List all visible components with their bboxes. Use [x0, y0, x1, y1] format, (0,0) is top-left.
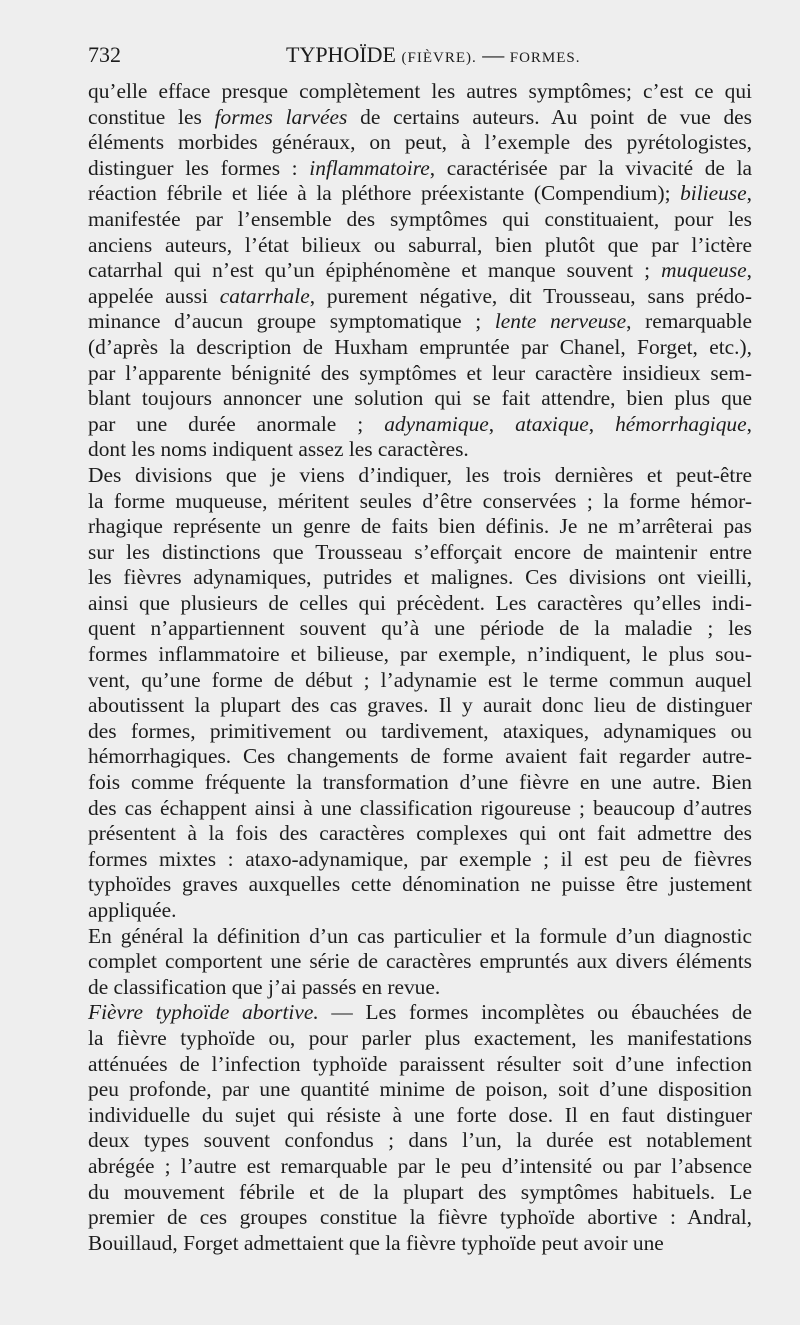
italic-text: catarrhale — [219, 283, 310, 308]
text-run: En général la définition d’un cas particulier et la formule d’un diagnostic — [88, 923, 752, 948]
text-line — [88, 463, 752, 489]
text-run: sur les distinctions que Trousseau s’efforçait encore de maintenir entre — [88, 539, 752, 564]
text-run: atténuées de l’infection typhoïde paraissent résulter soit d’une infection — [88, 1051, 752, 1076]
text-run: typhoïdes graves auxquelles cette dénomination ne puisse être justement — [88, 872, 752, 897]
text-line — [88, 744, 752, 770]
text-line — [88, 1077, 752, 1103]
text-run: formes inflammatoire et bilieuse, par exemple, n’indiquent, le plus sou- — [88, 642, 752, 667]
text-run: par une durée anormale ; — [88, 411, 385, 436]
page-header — [88, 42, 752, 72]
text-line — [88, 309, 752, 335]
text-run: du mouvement fébrile et de la plupart des symptômes habituels. Le — [88, 1179, 752, 1204]
text-run: (d’après la description de Huxham empruntée par Chanel, Forget, etc.), — [88, 334, 752, 359]
text-run: individuelle du sujet qui résiste à une forte dose. Il en faut distinguer — [88, 1102, 752, 1127]
text-line — [88, 130, 752, 156]
text-line — [88, 847, 752, 873]
text-line — [88, 898, 752, 924]
text-run: vent, qu’une forme de début ; l’adynamie est le terme commun auquel — [88, 667, 752, 692]
text-run: anciens auteurs, l’état bilieux ou saburral, bien plutôt que par l’ictère — [88, 232, 752, 257]
text-run: formes mixtes : ataxo-adynamique, par exemple ; il est peu de fièvres — [88, 846, 752, 871]
text-line — [88, 181, 752, 207]
text-line — [88, 156, 752, 182]
text-run: hémorrhagiques. Ces changements de forme avaient fait regarder autre- — [88, 744, 752, 769]
text-line — [88, 668, 752, 694]
text-line — [88, 770, 752, 796]
text-run: minance d’aucun groupe symptomatique ; — [88, 309, 495, 334]
text-line — [88, 105, 752, 131]
text-run: réaction fébrile et liée à la pléthore préexistante (Compendium); — [88, 181, 681, 206]
text-line — [88, 284, 752, 310]
text-line — [88, 949, 752, 975]
text-line — [88, 719, 752, 745]
text-run: , — [746, 258, 752, 283]
running-head-section: FORMES. — [509, 50, 581, 66]
text-line — [88, 924, 752, 950]
text-run: manifestée par l’ensemble des symptômes qui constituaient, pour les — [88, 206, 752, 231]
text-run: catarrhal qui n’est qu’un épiphénomène et manque souvent ; — [88, 258, 662, 283]
text-line — [88, 1154, 752, 1180]
text-line — [88, 361, 752, 387]
running-head — [286, 42, 581, 68]
text-line — [88, 514, 752, 540]
text-run: rhagique représente un genre de faits bien définis. Je ne m’arrêterai pas — [88, 514, 752, 539]
text-run: premier de ces groupes constitue la fièvre typhoïde abortive : Andral, — [88, 1205, 752, 1230]
text-line — [88, 565, 752, 591]
text-line — [88, 79, 752, 105]
text-line — [88, 616, 752, 642]
text-line — [88, 1128, 752, 1154]
body-text — [88, 79, 752, 1256]
italic-text: muqueuse — [661, 258, 747, 283]
text-run: appelée aussi — [88, 283, 220, 308]
text-run: , caractérisée par la vivacité de la — [429, 155, 753, 180]
text-run: blant toujours annoncer une solution qui se fait attendre, bien plus que — [88, 386, 752, 411]
text-line — [88, 1026, 752, 1052]
text-line — [88, 489, 752, 515]
text-line — [88, 1000, 752, 1026]
text-run: Bouillaud, Forget admettaient que la fièvre typhoïde peut avoir une — [88, 1230, 664, 1255]
text-run: , — [488, 411, 516, 436]
text-line — [88, 642, 752, 668]
text-line — [88, 1052, 752, 1078]
text-run: dont les noms indiquent assez les caractères. — [88, 437, 469, 462]
text-run: aboutissent la plupart des cas graves. Il y aurait donc lieu de distinguer — [88, 693, 752, 718]
text-run: deux types souvent confondus ; dans l’un, la durée est notablement — [88, 1128, 752, 1153]
text-run: quent n’appartiennent souvent qu’à une période de la maladie ; les — [88, 616, 752, 641]
text-line — [88, 1231, 752, 1257]
text-run: , — [588, 411, 616, 436]
text-run: les fièvres adynamiques, putrides et malignes. Ces divisions ont vieilli, — [88, 565, 752, 590]
italic-text: adynamique — [384, 411, 489, 436]
italic-text: formes larvées — [214, 104, 348, 129]
text-run: , remarquable — [626, 309, 753, 334]
text-run: fois comme fréquente la transformation d’une fièvre en une autre. Bien — [88, 770, 752, 795]
text-line — [88, 1180, 752, 1206]
text-run: la forme muqueuse, méritent seules d’être conservées ; la forme hémor- — [88, 488, 752, 513]
italic-text: inflammatoire — [309, 155, 430, 180]
text-line — [88, 412, 752, 438]
running-head-paren: (FIÈVRE). — [401, 50, 477, 66]
italic-text: lente nerveuse — [494, 309, 627, 334]
text-run: ainsi que plusieurs de celles qui précèdent. Les caractères qu’elles indi- — [88, 590, 752, 615]
text-run: abrégée ; l’autre est remarquable par le peu d’intensité ou par l’absence — [88, 1153, 752, 1178]
text-line — [88, 386, 752, 412]
text-run: la fièvre typhoïde ou, pour parler plus exactement, les manifestations — [88, 1025, 752, 1050]
italic-text: Fièvre typhoïde abortive. — [88, 1000, 319, 1025]
text-run: présentent à la fois des caractères complexes qui ont fait admettre des — [88, 821, 752, 846]
text-line — [88, 233, 752, 259]
italic-text: hémorrhagique — [615, 411, 747, 436]
text-line — [88, 1103, 752, 1129]
text-line — [88, 207, 752, 233]
running-head-title: TYPHOÏDE — [286, 42, 396, 67]
text-run: qu’elle efface presque complètement les autres symptômes; c’est ce qui — [88, 79, 752, 103]
italic-text: bilieuse — [680, 181, 747, 206]
text-run: appliquée. — [88, 898, 177, 922]
text-run: complet comportent une série de caractères empruntés aux divers éléments — [88, 949, 752, 974]
text-line — [88, 540, 752, 566]
text-run: Des divisions que je viens d’indiquer, les trois dernières et peut-être — [88, 462, 752, 487]
text-run: , — [746, 411, 752, 436]
text-run: des cas échappent ainsi à une classification rigoureuse ; beaucoup d’autres — [88, 795, 752, 820]
text-run: , — [746, 181, 752, 206]
text-run: , purement négative, dit Trousseau, sans prédo- — [309, 283, 752, 308]
text-line — [88, 796, 752, 822]
running-head-dash: — — [482, 42, 505, 67]
italic-text: ataxique — [515, 411, 589, 436]
text-run: — Les formes incomplètes ou ébauchées de — [318, 1000, 752, 1025]
text-line — [88, 821, 752, 847]
text-run: des formes, primitivement ou tardivement, ataxiques, adynamiques ou — [88, 718, 752, 743]
text-line — [88, 258, 752, 284]
text-line — [88, 975, 752, 1001]
page-number: 732 — [88, 42, 121, 67]
text-run: constitue les — [88, 104, 215, 129]
text-run: de classification que j’ai passés en revue. — [88, 974, 441, 999]
text-line — [88, 591, 752, 617]
text-line — [88, 437, 752, 463]
text-line — [88, 335, 752, 361]
text-line — [88, 1205, 752, 1231]
text-run: éléments morbides généraux, on peut, à l’exemple des pyrétologistes, — [88, 130, 752, 155]
text-run: de certains auteurs. Au point de vue des — [347, 104, 752, 129]
text-run: distinguer les formes : — [88, 155, 310, 180]
text-line — [88, 693, 752, 719]
text-run: peu profonde, par une quantité minime de poison, soit d’une disposition — [88, 1077, 752, 1102]
text-run: par l’apparente bénignité des symptômes et leur caractère insidieux sem- — [88, 360, 752, 385]
text-line — [88, 872, 752, 898]
